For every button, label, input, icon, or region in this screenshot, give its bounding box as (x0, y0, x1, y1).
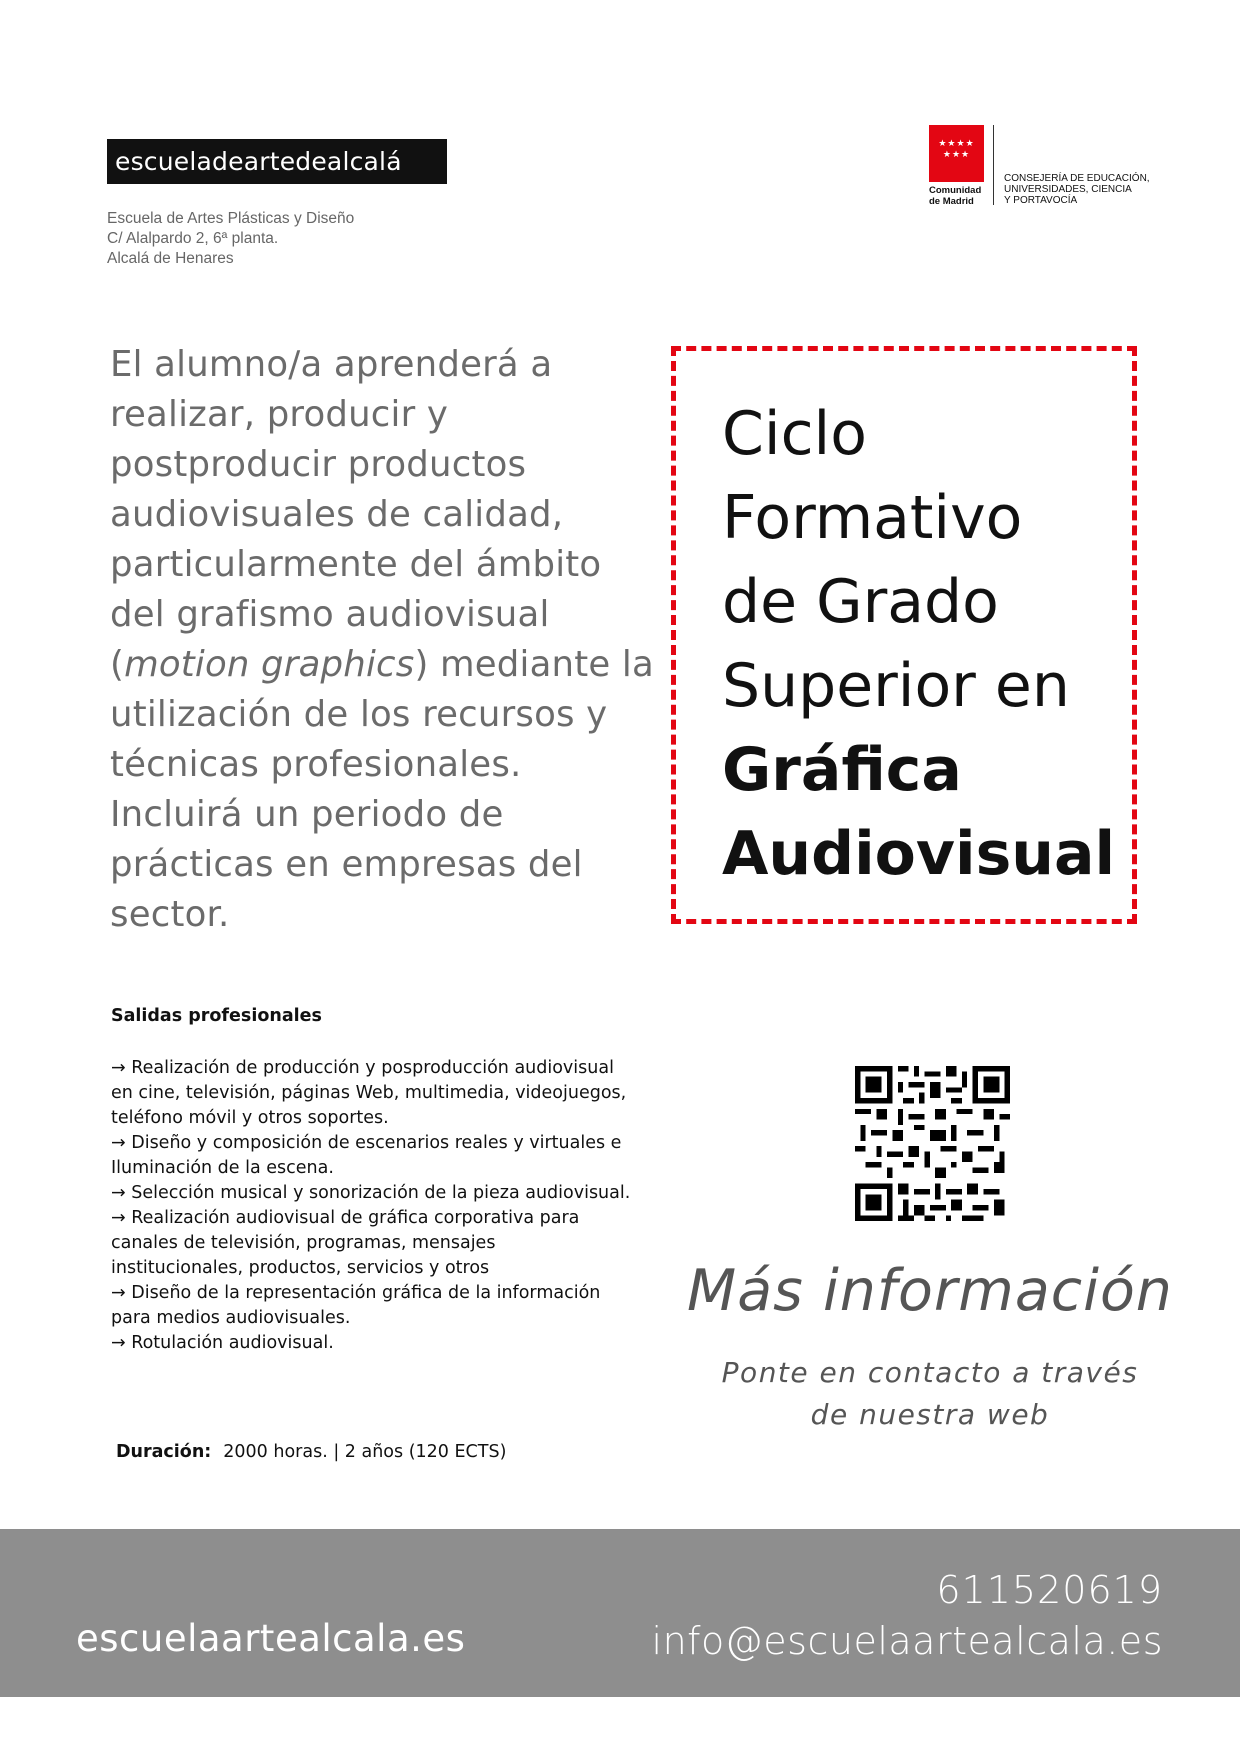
intro-paragraph (110, 340, 655, 940)
comunidad-madrid-name (929, 185, 981, 207)
intro-text-2: ) mediante la utilización de los recursos y técnicas profesionales. Incluirá un periodo de prácticas en empresas del sector. (110, 644, 654, 935)
duracion-value: 2000 horas. | 2 años (120 ECTS) (223, 1442, 507, 1462)
duracion-label: Duración: (116, 1442, 212, 1462)
school-logo: escueladeartedealcalá (107, 139, 447, 184)
footer-phone[interactable]: 611520619 (936, 1568, 1163, 1612)
dept-line-3: Y PORTAVOCÍA (1004, 195, 1078, 206)
title-bold-line-2: Audiovisual (722, 819, 1116, 889)
cam-name-line-1: Comunidad (929, 185, 982, 196)
program-title (722, 392, 1115, 896)
intro-text-1: El alumno/a aprenderá a realizar, producir y postproducir productos audiovisuales de calidad, particularmente del ámbito del grafismo audiovisual ( (110, 344, 602, 685)
list-item: → Diseño de la representación gráfica de la información para medios audiovisuales. (111, 1283, 601, 1328)
contact-note (680, 1352, 1180, 1436)
list-item: → Realización audiovisual de gráfica corporativa para canales de televisión, programas, mensajes institucionales, productos, servicios y otros (111, 1208, 580, 1278)
list-item: → Selección musical y sonorización de la pieza audiovisual. (111, 1183, 631, 1203)
contact-line-2: de nuestra web (810, 1398, 1050, 1431)
mas-informacion-heading: Más información (687, 1258, 1173, 1324)
duracion (116, 1442, 506, 1462)
salidas-heading: Salidas profesionales (111, 1006, 322, 1026)
consejeria-name (1004, 173, 1150, 206)
footer-email-link[interactable]: info@escuelaartealcala.es (651, 1619, 1163, 1663)
list-item: → Realización de producción y posproducción audiovisual en cine, televisión, páginas Web, multimedia, videojuegos, teléfono móvil y otros soportes. (111, 1058, 627, 1128)
logo-divider (993, 125, 994, 205)
stars-icon: ★★★★ ★★★ (938, 139, 975, 160)
address-line-1: Escuela de Artes Plásticas y Diseño (107, 210, 355, 227)
dept-line-2: UNIVERSIDADES, CIENCIA (1004, 184, 1132, 195)
contact-line-1: Ponte en contacto a través (721, 1356, 1139, 1389)
list-item: → Diseño y composición de escenarios reales y virtuales e Iluminación de la escena. (111, 1133, 622, 1178)
cam-name-line-2: de Madrid (929, 196, 974, 207)
title-line-2: Formativo (722, 483, 1023, 553)
dept-line-1: CONSEJERÍA DE EDUCACIÓN, (1004, 173, 1150, 184)
footer-website-link[interactable]: escuelaartealcala.es (76, 1617, 466, 1660)
footer-bar (0, 1529, 1240, 1697)
address-line-3: Alcalá de Henares (107, 250, 234, 267)
title-bold-line-1: Gráfica (722, 735, 962, 805)
title-line-1: Ciclo (722, 399, 867, 469)
school-address (107, 209, 354, 269)
title-line-4: Superior en (722, 651, 1070, 721)
salidas-list (111, 1056, 631, 1356)
list-item: → Rotulación audiovisual. (111, 1333, 334, 1353)
title-line-3: de Grado (722, 567, 999, 637)
address-line-2: C/ Alalpardo 2, 6ª planta. (107, 230, 279, 247)
intro-emphasis: motion graphics (124, 644, 415, 685)
qr-code-icon[interactable] (855, 1066, 1010, 1221)
